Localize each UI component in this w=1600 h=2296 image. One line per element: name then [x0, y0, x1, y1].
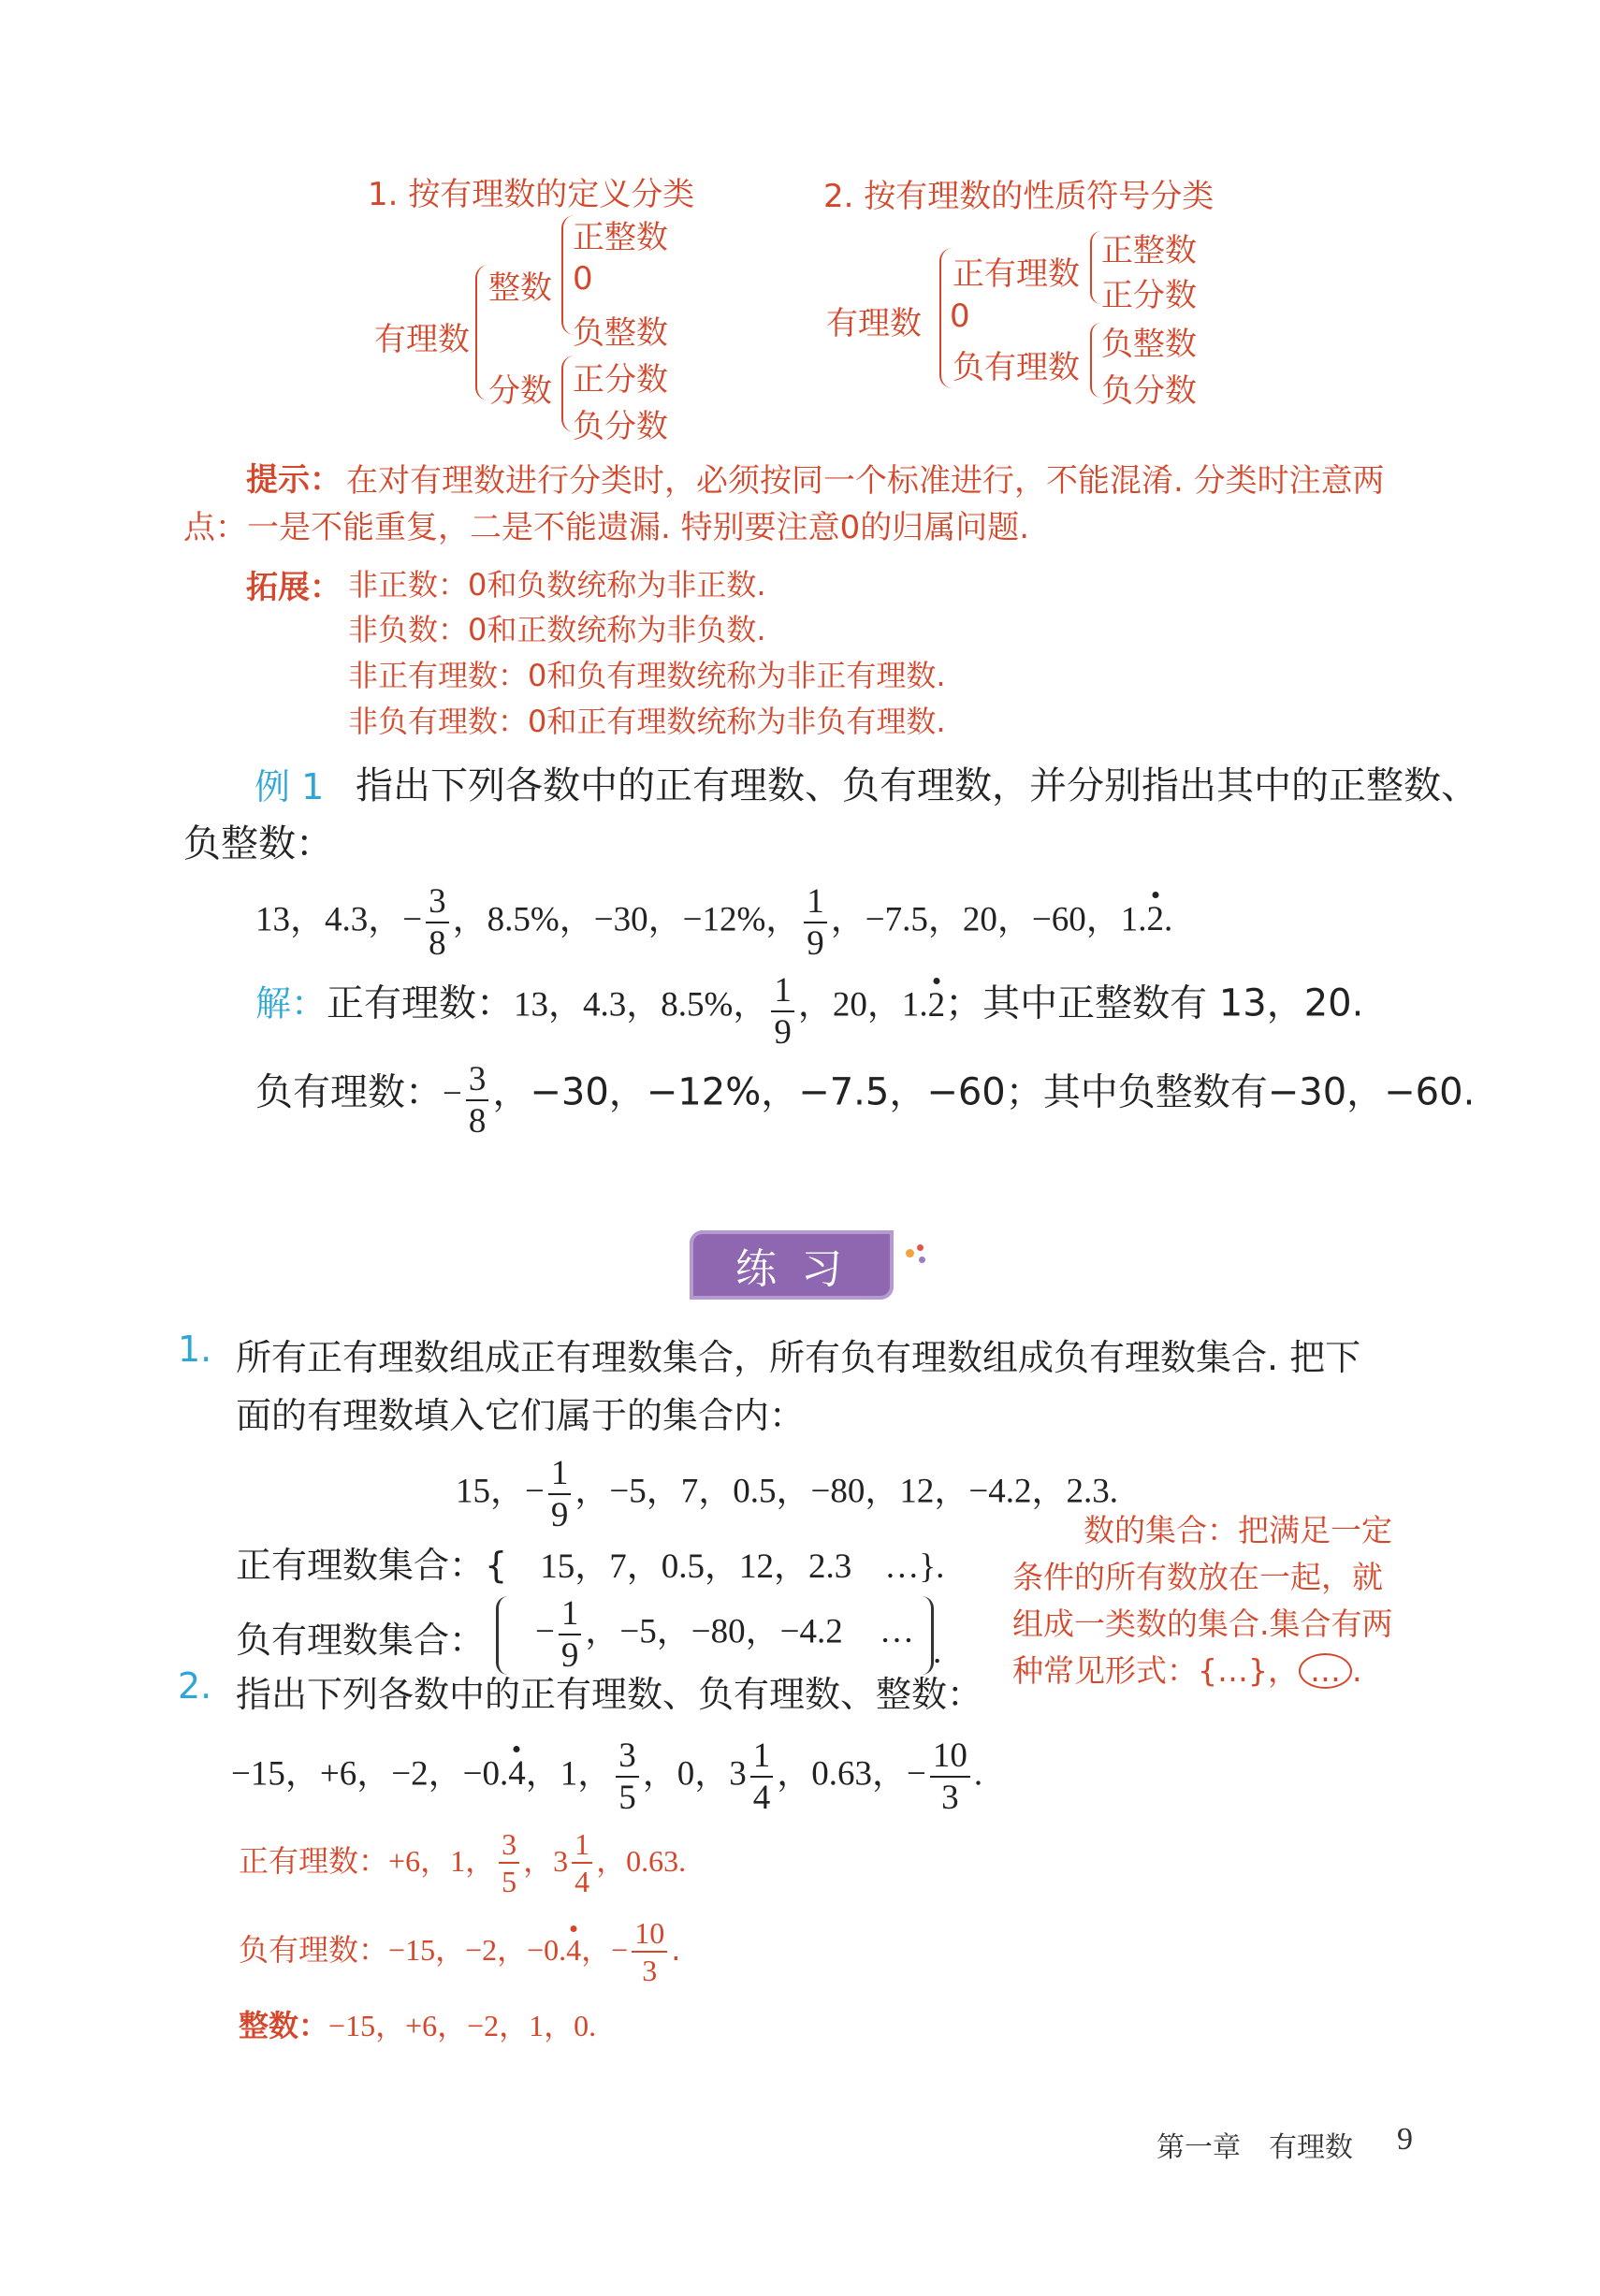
- footer-chapter: 第一章 有理数: [1156, 2131, 1353, 2164]
- brace: [1090, 231, 1101, 304]
- example-text-line-1: 指出下列各数中的正有理数、负有理数，并分别指出其中的正整数、: [356, 764, 1478, 807]
- page-number: 9: [1397, 2122, 1413, 2157]
- solution-neg-values: ，−30，−12%，−7.5，−60；其中负整数有−30，−60.: [492, 1070, 1476, 1114]
- diagram2-pos-rational: 正有理数: [953, 255, 1080, 293]
- practice-header: 练习: [690, 1230, 894, 1300]
- tip-line-2: 点：一是不能重复，二是不能遗漏. 特别要注意0的归属问题.: [183, 509, 1030, 546]
- diagram1-neg-fraction: 负分数: [573, 408, 668, 445]
- number: 4.3: [325, 900, 369, 939]
- brace: [496, 1596, 508, 1675]
- fraction: $\frac{1}{4}$: [750, 1738, 774, 1815]
- extension-line-4: 非负有理数：0和正有理数统称为非负有理数.: [348, 704, 946, 739]
- question-2-numbers: −15，+6，−2，−0.4，1， $\frac{3}{5}$ ，0，3 $\frac{1}{4}$ ，0.63，− $\frac{10}{3}$ .: [231, 1737, 983, 1817]
- diagram2-neg-fraction: 负分数: [1101, 372, 1197, 410]
- diagram1-integer: 整数: [488, 269, 552, 307]
- diagram1-pos-fraction: 正分数: [573, 361, 668, 399]
- tip-label: 提示：: [246, 461, 342, 499]
- diagram2-pos-fraction: 正分数: [1101, 277, 1197, 314]
- negative-set-label: 负有理数集合：: [236, 1620, 486, 1661]
- solution-pos-label: 正有理数：: [327, 981, 515, 1025]
- negative-set-end: …: [880, 1612, 914, 1650]
- decor-dot: [919, 1257, 925, 1263]
- positive-set-end: …}.: [884, 1548, 945, 1586]
- example-text-line-2: 负整数：: [183, 822, 333, 865]
- answer-integers: 整数：−15，+6，−2，1，0.: [239, 2008, 597, 2043]
- tip-line-1: 在对有理数进行分类时，必须按同一个标准进行，不能混淆. 分类时注意两: [346, 462, 1385, 500]
- question-1-line-1: 所有正有理数组成正有理数集合，所有负有理数组成负有理数集合. 把下: [236, 1337, 1361, 1378]
- solution-negative: 负有理数：− $\frac{3}{8}$ ，−30，−12%，−7.5，−60；其中负整数有−30，−60.: [255, 1060, 1476, 1141]
- extension-label: 拓展：: [246, 569, 342, 606]
- solution-neg-label: 负有理数：: [255, 1070, 443, 1114]
- positive-set: [236, 1536, 944, 1588]
- number: 1.: [1120, 900, 1147, 939]
- negative-set-values: − $\frac{1}{9}$ ，−5，−80，−4.2: [535, 1594, 843, 1675]
- diagram2-root: 有理数: [826, 305, 922, 342]
- diagram2-neg-rational: 负有理数: [953, 349, 1080, 386]
- fraction: $\frac{1}{9}$: [771, 973, 794, 1050]
- period: .: [933, 1633, 942, 1671]
- question-2-text: 指出下列各数中的正有理数、负有理数、整数：: [236, 1674, 983, 1715]
- diagram1-root: 有理数: [374, 321, 470, 358]
- diagram1-neg-integer: 负整数: [573, 314, 668, 352]
- fraction: $\frac{3}{8}$: [466, 1062, 489, 1139]
- solution-pos-values: 13，4.3，8.5%，: [514, 985, 768, 1024]
- decor-dot: [906, 1249, 914, 1257]
- positive-set-label: 正有理数集合：{: [236, 1545, 508, 1586]
- fraction: $\frac{1}{9}$: [548, 1456, 572, 1533]
- diagram1-fraction: 分数: [488, 372, 552, 410]
- decor-dot: [917, 1244, 924, 1251]
- number: −30: [593, 900, 648, 939]
- number: 20: [962, 900, 997, 939]
- example-label: 例 1: [255, 766, 325, 807]
- question-number: 1.: [178, 1329, 212, 1370]
- number: −60: [1031, 900, 1086, 939]
- diagram2-neg-integer: 负整数: [1101, 326, 1197, 363]
- fraction: $\frac{3}{5}$: [499, 1829, 519, 1896]
- note-line-4: 种常见形式：{…}， … .: [1012, 1652, 1362, 1689]
- fraction: $\frac{3}{5}$: [616, 1738, 639, 1815]
- solution-positive: [255, 973, 1363, 1050]
- question-number: 2.: [178, 1665, 212, 1707]
- number: −12%: [682, 900, 766, 939]
- fraction: $\frac{3}{8}$: [426, 884, 449, 961]
- diagram1-pos-integer: 正整数: [573, 219, 668, 256]
- extension-line-2: 非负数：0和正数统称为非负数.: [348, 612, 766, 647]
- solution-label: 解：: [255, 982, 327, 1024]
- extension-line-1: 非正数：0和负数统称为非正数.: [348, 567, 766, 603]
- example-number-list: 13，4.3，− $\frac{3}{8}$ ，8.5%，−30，−12%， $\frac{1}{9}$ ，−7.5，20，−60，1.2.: [255, 882, 1173, 963]
- repeating-digit: 2: [927, 985, 946, 1024]
- ellipse-set-symbol: …: [1299, 1653, 1352, 1689]
- answer-negative: 负有理数：−15，−2，−0.4，− $\frac{10}{3}$ .: [239, 1916, 681, 1987]
- fraction: $\frac{10}{3}$: [632, 1918, 667, 1985]
- number: −7.5: [865, 900, 928, 939]
- note-line-2: 条件的所有数放在一起，就: [1012, 1559, 1383, 1595]
- question-1-numbers: 15，− $\frac{1}{9}$ ，−5，7，0.5，−80，12，−4.2，2.3.: [456, 1454, 1118, 1534]
- solution-pos-integers: ；其中正整数有 13，20.: [945, 981, 1364, 1025]
- number: 8.5%: [487, 900, 560, 939]
- positive-set-values: 15，7，0.5，12，2.3: [540, 1548, 852, 1586]
- diagram2-zero: 0: [950, 298, 970, 335]
- fraction: $\frac{1}{4}$: [572, 1829, 592, 1896]
- note-line-1: 数的集合：把满足一定: [1084, 1512, 1392, 1548]
- diagram2-pos-integer: 正整数: [1101, 232, 1197, 269]
- question-1-line-2: 面的有理数填入它们属于的集合内：: [236, 1395, 806, 1436]
- diagram1-zero: 0: [573, 260, 593, 298]
- brace: [1090, 323, 1101, 398]
- fraction: $\frac{10}{3}$: [930, 1738, 970, 1815]
- answer-positive: 正有理数：+6，1， $\frac{3}{5}$ ，3 $\frac{1}{4}$ ，0.63.: [239, 1827, 687, 1898]
- diagram1-title: 1. 按有理数的定义分类: [368, 176, 695, 213]
- fraction: $\frac{1}{9}$: [804, 884, 827, 961]
- diagram2-title: 2. 按有理数的性质符号分类: [823, 178, 1215, 215]
- repeating-digit: 2: [1146, 900, 1165, 939]
- solution-pos-tail: ，20，1.: [797, 985, 928, 1024]
- note-line-3: 组成一类数的集合.集合有两: [1012, 1606, 1393, 1642]
- extension-line-3: 非正有理数：0和负有理数统称为非正有理数.: [348, 658, 946, 693]
- number: 13: [255, 900, 290, 939]
